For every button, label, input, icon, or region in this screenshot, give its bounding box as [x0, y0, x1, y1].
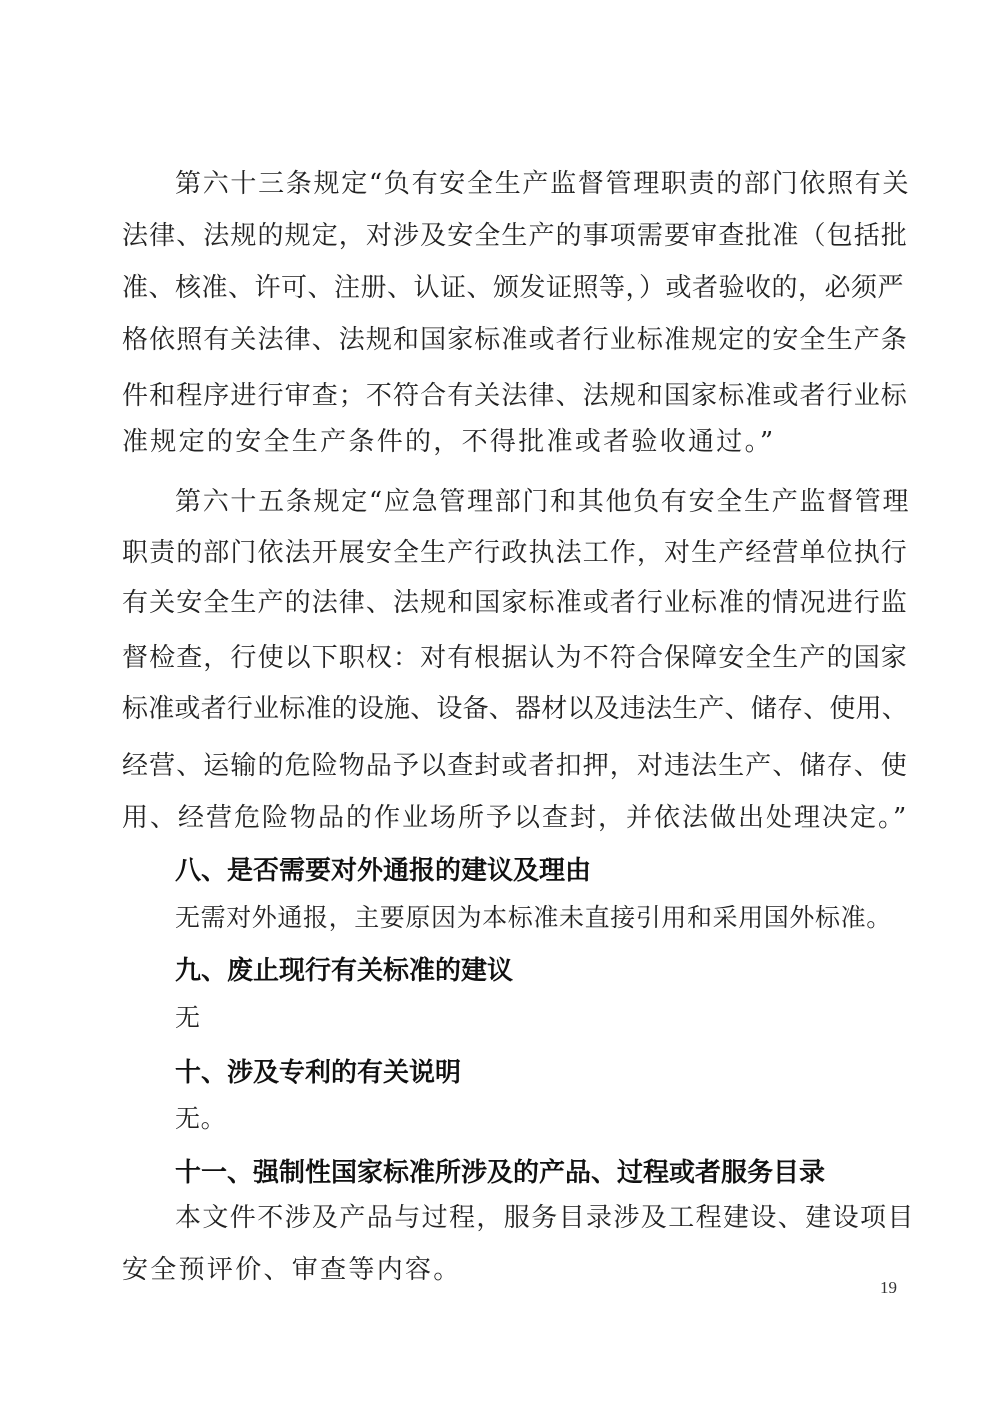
paragraph-line: 安全预评价、审查等内容。 [122, 1255, 462, 1285]
paragraph-line: 用、经营危险物品的作业场所予以查封，并依法做出处理决定。” [122, 803, 909, 833]
paragraph-line: 有关安全生产的法律、法规和国家标准或者行业标准的情况进行监 [122, 588, 908, 618]
page-number: 19 [880, 1278, 897, 1297]
section-body: 无需对外通报，主要原因为本标准未直接引用和采用国外标准。 [175, 903, 892, 932]
section-heading: 十一、强制性国家标准所涉及的产品、过程或者服务目录 [175, 1158, 826, 1188]
section-heading: 九、废止现行有关标准的建议 [175, 956, 514, 986]
section-body: 无。 [175, 1104, 227, 1133]
paragraph-line: 本文件不涉及产品与过程，服务目录涉及工程建设、建设项目 [175, 1203, 915, 1233]
paragraph-line: 第六十三条规定“负有安全生产监督管理职责的部门依照有关 [175, 169, 911, 199]
paragraph-line: 职责的部门依法开展安全生产行政执法工作，对生产经营单位执行 [122, 538, 908, 568]
paragraph-line: 督检查，行使以下职权：对有根据认为不符合保障安全生产的国家 [122, 643, 908, 673]
paragraph-line: 第六十五条规定“应急管理部门和其他负有安全生产监督管理 [175, 487, 911, 517]
paragraph-line: 经营、运输的危险物品予以查封或者扣押，对违法生产、储存、使 [122, 751, 908, 781]
section-heading: 十、涉及专利的有关说明 [175, 1058, 462, 1088]
section-heading: 八、是否需要对外通报的建议及理由 [175, 856, 592, 886]
paragraph-line: 件和程序进行审查；不符合有关法律、法规和国家标准或者行业标 [122, 381, 908, 411]
paragraph-line: 格依照有关法律、法规和国家标准或者行业标准规定的安全生产条 [122, 325, 908, 355]
paragraph-line: 标准或者行业标准的设施、设备、器材以及违法生产、储存、使用、 [122, 694, 909, 724]
paragraph-line: 准规定的安全生产条件的，不得批准或者验收通过。” [122, 427, 776, 457]
paragraph-line: 准、核准、许可、注册、认证、颁发证照等，）或者验收的，必须严 [122, 273, 905, 303]
paragraph-line: 法律、法规的规定，对涉及安全生产的事项需要审查批准（包括批 [122, 221, 908, 251]
section-body: 无 [175, 1003, 201, 1032]
